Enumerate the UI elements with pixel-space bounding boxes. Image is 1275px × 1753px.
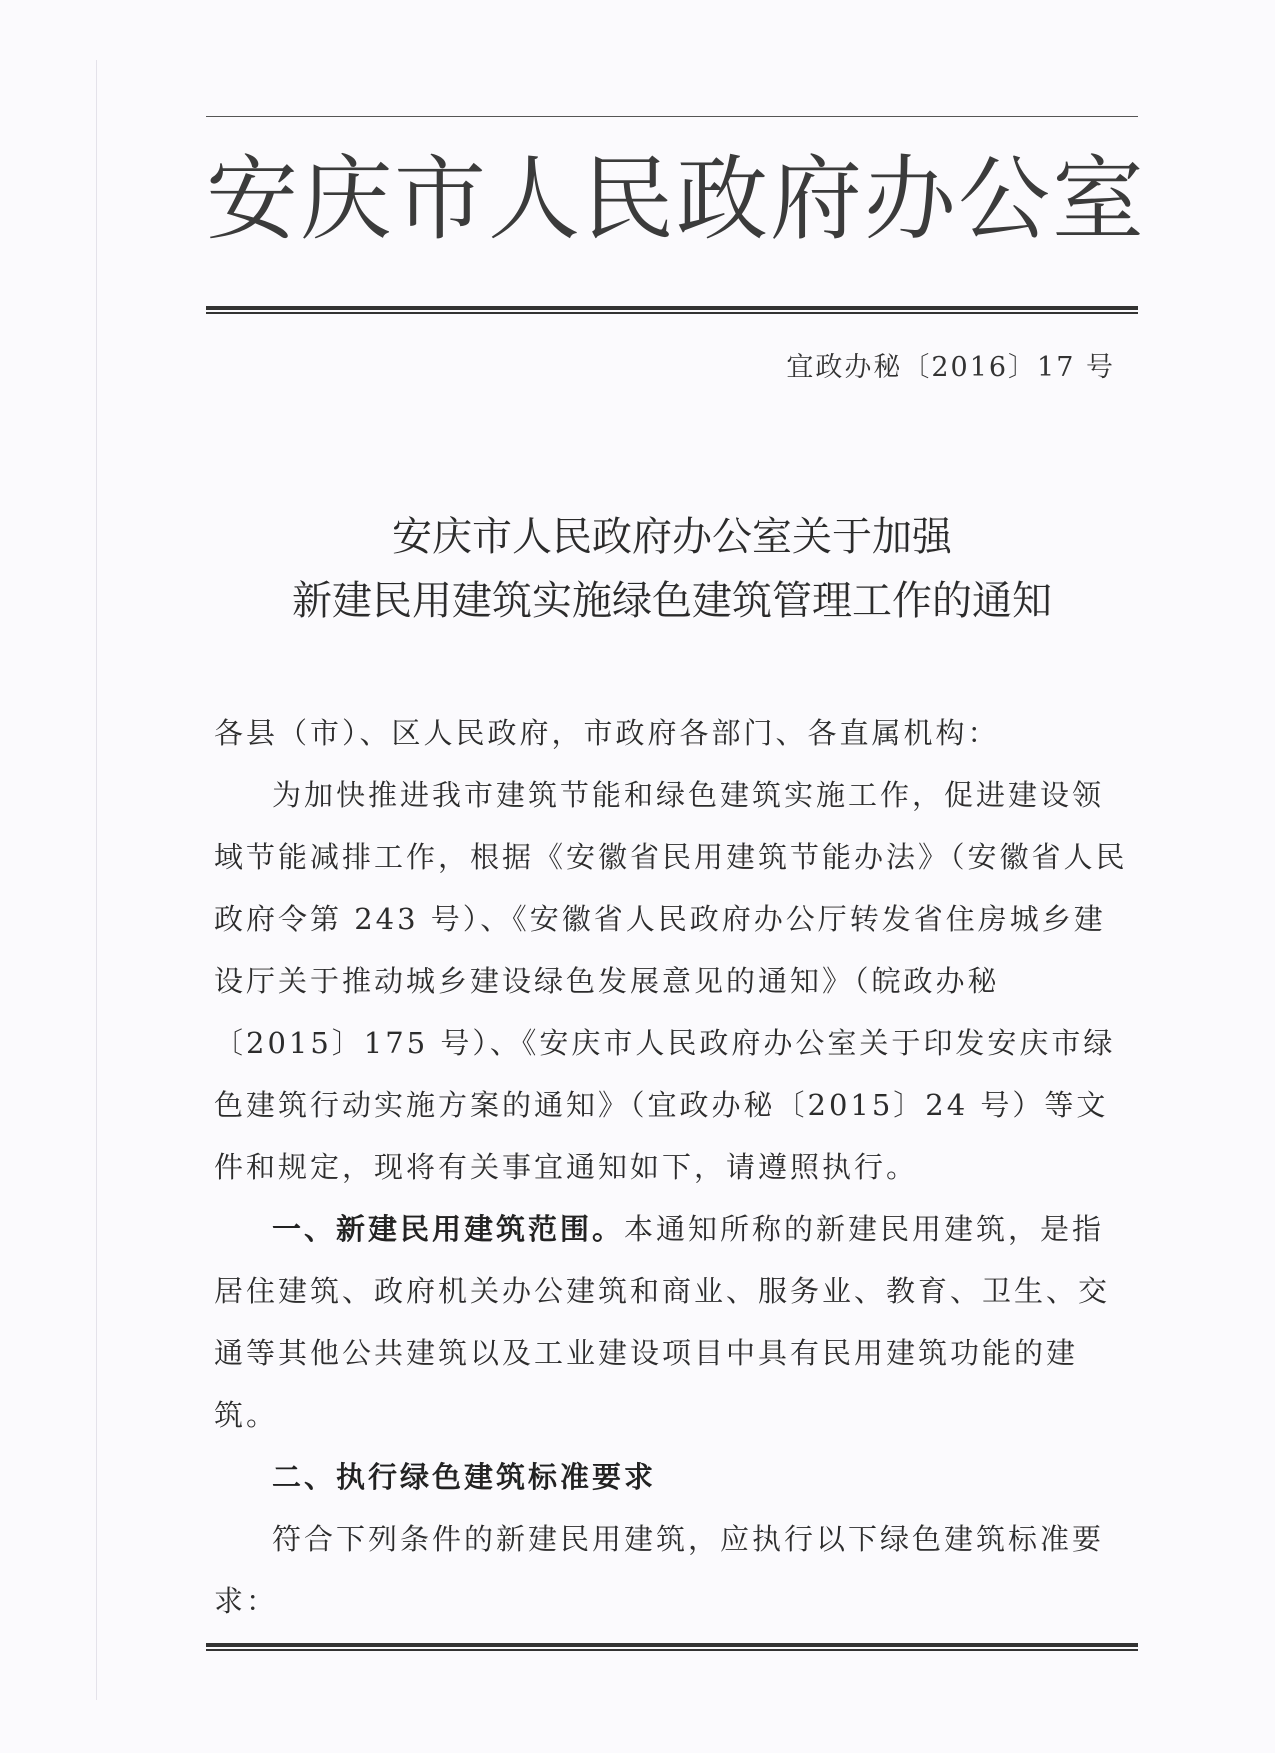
section-1-heading: 一、新建民用建筑范围。 [272,1212,625,1246]
title-line-1: 安庆市人民政府办公室关于加强 [392,514,952,560]
letterhead-divider [206,306,1138,314]
section-2-text: 符合下列条件的新建民用建筑，应执行以下绿色建筑标准要求： [214,1522,1105,1618]
document-number: 宜政办秘〔2016〕17 号 [786,352,1115,383]
addressee: 各县（市）、区人民政府，市政府各部门、各直属机构： [214,716,1000,750]
document-title [206,505,1138,633]
section-1-paragraph [214,1198,1134,1446]
section-2-heading: 二、执行绿色建筑标准要求 [272,1460,657,1494]
footer-divider [206,1643,1138,1651]
title-line-2: 新建民用建筑实施绿色建筑管理工作的通知 [292,578,1052,624]
letterhead-top-rule [206,116,1138,117]
document-body [214,702,1134,1632]
letterhead: 安庆市人民政府办公室 [206,146,1147,253]
section-1-text: 本通知所称的新建民用建筑，是指居住建筑、政府机关办公建筑和商业、服务业、教育、卫生、交通等其他公共建筑以及工业建设项目中具有民用建筑功能的建筑。 [214,1212,1111,1432]
scan-edge [96,60,97,1700]
intro-paragraph: 为加快推进我市建筑节能和绿色建筑实施工作，促进建设领域节能减排工作，根据《安徽省民用建筑节能办法》（安徽省人民政府令第 243 号）、《安徽省人民政府办公厅转发省住房城乡建设厅关于推动城乡建设绿色发展意见的通知》（皖政办秘〔2015〕175 号）、《安庆市人民政府办公室关于印发安庆市绿色建筑行动实施方案的通知》（宜政办秘〔2015〕24 号）等文件和规定，现将有关事宜通知如下，请遵照执行。 [214,778,1128,1184]
